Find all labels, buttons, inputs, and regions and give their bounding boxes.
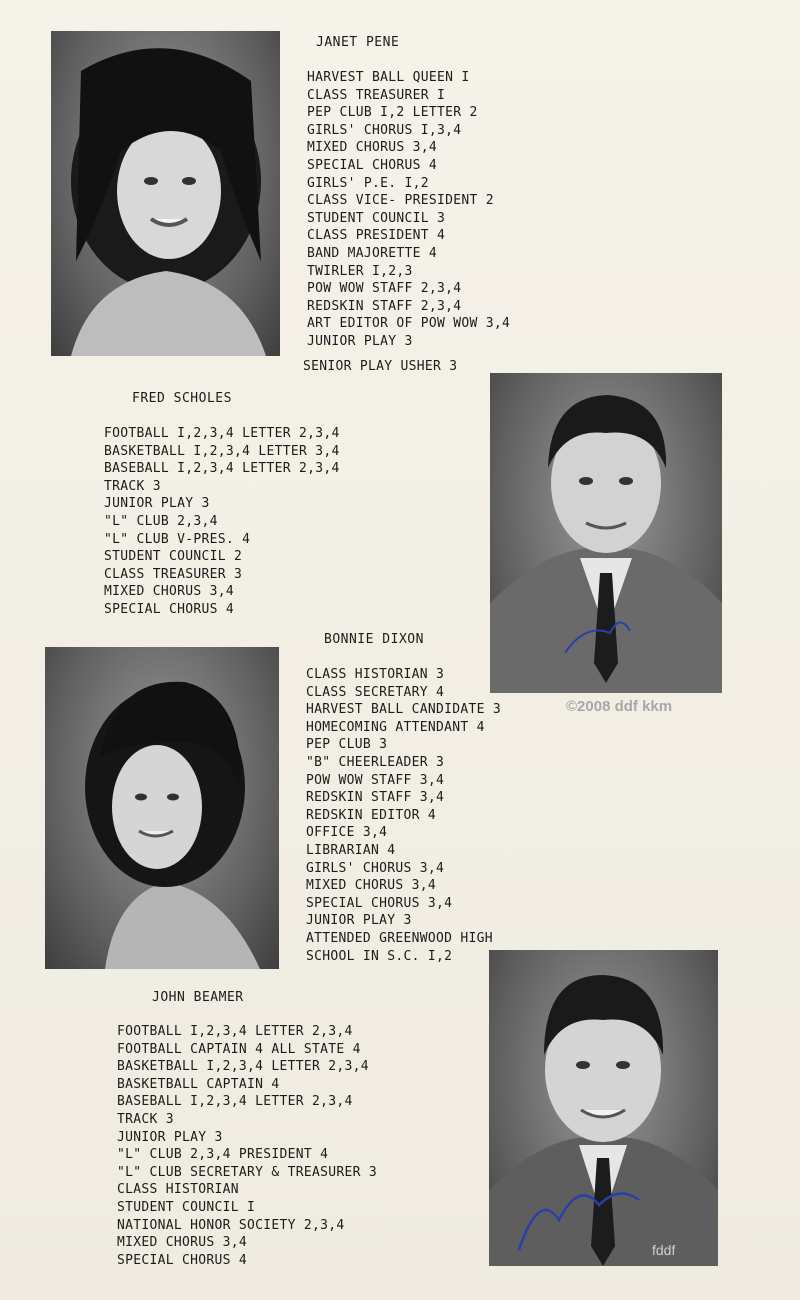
activity-item: BASEBALL I,2,3,4 LETTER 2,3,4: [117, 1094, 353, 1110]
activity-list-fred: [104, 425, 340, 619]
copyright-watermark: ©2008 ddf kkm: [566, 698, 673, 715]
activity-item: SCHOOL IN S.C. I,2: [306, 948, 453, 964]
activity-item: FOOTBALL I,2,3,4 LETTER 2,3,4: [104, 426, 340, 441]
activity-item: MIXED CHORUS 3,4: [307, 140, 438, 156]
activity-item: REDSKIN STAFF 2,3,4: [307, 298, 462, 314]
activity-item: TWIRLER I,2,3: [307, 263, 413, 279]
activity-item: TRACK 3: [117, 1111, 174, 1127]
activity-item: CLASS SECRETARY 4: [306, 684, 445, 700]
activity-item: PEP CLUB 3: [306, 737, 388, 753]
student-name: BONNIE DIXON: [324, 632, 424, 647]
activity-item: POW WOW STAFF 2,3,4: [307, 281, 462, 297]
activity-list-john: [117, 1023, 377, 1269]
activity-item: JUNIOR PLAY 3: [104, 496, 210, 512]
activity-item: NATIONAL HONOR SOCIETY 2,3,4: [117, 1217, 345, 1233]
activity-item: HOMECOMING ATTENDANT 4: [306, 719, 485, 735]
activity-item: SPECIAL CHORUS 3,4: [306, 895, 453, 911]
activity-item: BASKETBALL CAPTAIN 4: [117, 1076, 280, 1092]
activity-item: CLASS TREASURER I: [307, 87, 446, 103]
activity-item: REDSKIN STAFF 3,4: [306, 790, 445, 806]
activity-item: STUDENT COUNCIL I: [117, 1199, 256, 1215]
activity-item: GIRLS' P.E. I,2: [307, 175, 429, 191]
activity-item: TRACK 3: [104, 478, 161, 494]
activity-item: MIXED CHORUS 3,4: [306, 878, 437, 894]
activity-item: ART EDITOR OF POW WOW 3,4: [307, 316, 511, 332]
activity-item: HARVEST BALL CANDIDATE 3: [306, 702, 502, 718]
activity-item: BASKETBALL I,2,3,4 LETTER 2,3,4: [117, 1059, 369, 1075]
activity-item: "L" CLUB V-PRES. 4: [104, 531, 251, 547]
activity-item: "L" CLUB SECRETARY & TREASURER 3: [117, 1164, 378, 1180]
activity-item: JUNIOR PLAY 3: [307, 333, 413, 349]
activity-item: JUNIOR PLAY 3: [306, 913, 412, 929]
activity-item: FOOTBALL CAPTAIN 4 ALL STATE 4: [117, 1041, 361, 1057]
activity-item: STUDENT COUNCIL 2: [104, 549, 243, 565]
activity-item: CLASS HISTORIAN 3: [306, 667, 445, 682]
activity-item: MIXED CHORUS 3,4: [117, 1235, 248, 1251]
activity-item: SPECIAL CHORUS 4: [104, 601, 235, 617]
activity-item: BASEBALL I,2,3,4 LETTER 2,3,4: [104, 461, 340, 477]
activity-item: LIBRARIAN 4: [306, 842, 396, 858]
activity-extra: SENIOR PLAY USHER 3: [303, 359, 458, 374]
activity-item: ATTENDED GREENWOOD HIGH: [306, 930, 493, 946]
activity-item: JUNIOR PLAY 3: [117, 1129, 223, 1145]
student-name: FRED SCHOLES: [132, 391, 232, 406]
watermark-text: fddf: [652, 1242, 676, 1258]
portrait-photo-janet: [51, 31, 280, 356]
activity-item: "L" CLUB 2,3,4 PRESIDENT 4: [117, 1147, 329, 1163]
activity-item: GIRLS' CHORUS 3,4: [306, 860, 445, 876]
activity-item: BASKETBALL I,2,3,4 LETTER 3,4: [104, 443, 340, 459]
activity-item: GIRLS' CHORUS I,3,4: [307, 122, 462, 138]
activity-item: MIXED CHORUS 3,4: [104, 584, 235, 600]
activity-item: PEP CLUB I,2 LETTER 2: [307, 105, 478, 121]
portrait-photo-fred: [490, 373, 722, 693]
activity-item: CLASS VICE- PRESIDENT 2: [307, 193, 494, 209]
portrait-photo-john: [489, 950, 718, 1266]
activity-item: CLASS HISTORIAN: [117, 1182, 239, 1198]
student-name: JOHN BEAMER: [152, 990, 244, 1005]
activity-item: FOOTBALL I,2,3,4 LETTER 2,3,4: [117, 1024, 353, 1039]
portrait-photo-bonnie: [45, 647, 279, 969]
activity-list-bonnie: [306, 666, 501, 965]
activity-item: CLASS TREASURER 3: [104, 566, 243, 582]
activity-item: STUDENT COUNCIL 3: [307, 210, 446, 226]
activity-item: SPECIAL CHORUS 4: [307, 157, 438, 173]
activity-list-janet: [307, 69, 510, 351]
activity-item: "B" CHEERLEADER 3: [306, 754, 445, 770]
activity-item: REDSKIN EDITOR 4: [306, 807, 437, 823]
activity-item: OFFICE 3,4: [306, 825, 388, 841]
activity-item: POW WOW STAFF 3,4: [306, 772, 445, 788]
activity-item: CLASS PRESIDENT 4: [307, 228, 446, 244]
student-name: JANET PENE: [316, 35, 400, 50]
activity-item: SPECIAL CHORUS 4: [117, 1252, 248, 1268]
activity-item: "L" CLUB 2,3,4: [104, 513, 218, 529]
activity-item: HARVEST BALL QUEEN I: [307, 70, 470, 85]
activity-item: BAND MAJORETTE 4: [307, 245, 438, 261]
